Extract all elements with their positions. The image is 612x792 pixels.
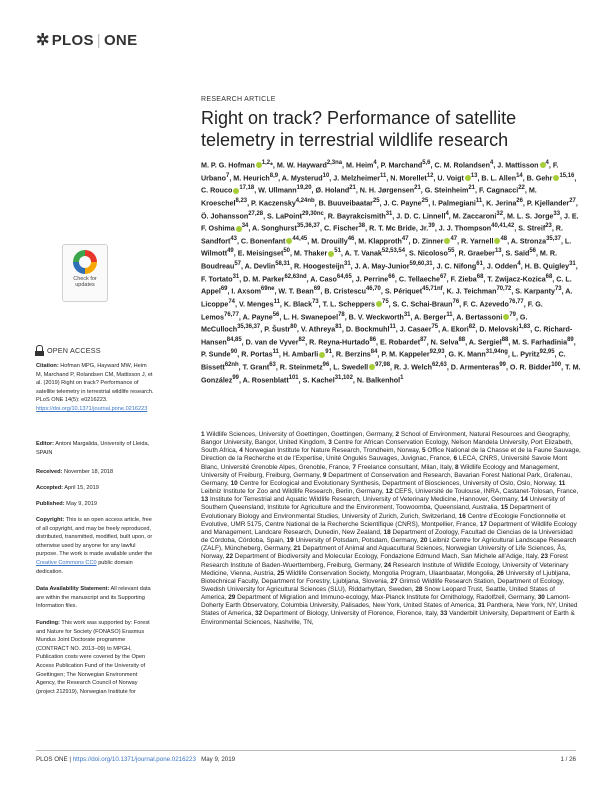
received-block <box>36 468 154 477</box>
accepted-block <box>36 484 154 493</box>
logo-separator: | <box>96 31 101 49</box>
funding-label: Funding: <box>36 620 60 626</box>
accepted-text: April 15, 2019 <box>64 485 99 491</box>
editor-block <box>36 440 154 457</box>
page-number: 1 / 26 <box>560 756 576 763</box>
journal-logo <box>36 30 137 50</box>
published-text: May 9, 2019 <box>66 501 97 507</box>
creative-commons-link[interactable]: Creative Commons CC0 <box>36 559 97 566</box>
open-access-text: OPEN ACCESS <box>47 346 101 355</box>
data-availability-block <box>36 585 154 611</box>
page-footer <box>36 750 576 763</box>
footer-doi-link[interactable]: https://doi.org/10.1371/journal.pone.0216223 <box>72 756 196 763</box>
copyright-tail: public domain dedication. <box>36 559 133 575</box>
open-lock-icon <box>36 345 43 352</box>
accepted-label: Accepted: <box>36 485 64 491</box>
affiliation-list: 1 Wildlife Sciences, University of Goettingen, Goettingen, Germany, 2 School of Environment, Natural Resources and Geography, Bangor University, Bangor, United Kingdom, 3 Centre for African Conservation Ecology, Nelson Mandela University, Port Elizabeth, South Africa, 4 Norwegian Institute for Nature Research, Trondheim, Norway, 5 Office National de la Chasse et de la Faune Sauvage, Direction de la Recherche et de l'Expertise, Unité Ongulés Sauvages, Juvignac, France, 6 LECA, CNRS, Université Savoie Mont Blanc, Université Grenoble Alpes, Grenoble, France, 7 Freelance consultant, Milan, Italy, 8 Wildlife Ecology and Management, University of Freiburg, Freiburg, Germany, 9 Department of Conservation and Research, Bavarian Forest National Park, Grafenau, Germany, 10 Centre for Ecological and Evolutionary Synthesis, Department of Biosciences, University of Oslo, Oslo, Norway, 11 Leibniz Institute for Zoo and Wildlife Research, Berlin, Germany, 12 CEFS, Université de Toulouse, INRA, Castanet-Tolosan, France, 13 Institute for Terrestrial and Aquatic Wildlife Research, University of Veterinary Medicine, Hannover, Germany, 14 University of Southern Queensland, Institute for Agriculture and the Environment, Toowoomba, Queensland, Australia, 15 Department of Evolutionary Biology and Environmental Studies, University of Zurich, Zurich, Switzerland, 16 Centre d'Ecologie Fonctionnelle et Evolutive, UMR 5175, Centre National de la Recherche Scientifique (CNRS), Montpellier, France, 17 Department of Wildlife Ecology and Management, Landcare Research, Dunedin, New Zealand, 18 Department of Zoology, Facultad de Ciencias de la Universidad de Córdoba, Córdoba, Spain, 19 University of Potsdam, Potsdam, Germany, 20 Leibniz Centre for Agricultural Landscape Research (ZALF), Müncheberg, Germany, 21 Department of Animal and Aquacultural Sciences, Norwegian University of Life Sciences, Ås, Norway, 22 Department of Biodiversity and Molecular Ecology, Fondazione Edmund Mach, San Michele all'Adige, Italy, 23 Forest Research Institute of Baden-Wuerttemberg, Freiburg, Germany, 24 Research Institute of Wildlife Ecology, University of Veterinary Medicine, Vienna, Austria, 25 Wildlife Conservation Society, Mongolia Program, Ulaanbaatar, Mongolia, 26 University of Ljubljana, Biotechnical Faculty, Department for Forestry, Ljubljana, Slovenia, 27 Grimsö Wildlife Research Station, Department of Ecology, Swedish University for Agricultural Sciences (SLU), Riddarhyttan, Sweden, 28 Snow Leopard Trust, Seattle, United States of America, 29 Department of Migration and Immuno-ecology, Max-Planck Institute for Ornithology, Radolfzell, Germany, 30 Lamont-Doherty Earth Observatory, Columbia University, Palisades, New York, United States of America, 31 Panthera, New York, NY, United States of America, 32 Department of Biology, University of Florence, Florence, Italy, 33 Vanderbilt University, Department of Earth & Environmental Sciences, Nashville, TN, <box>201 431 581 626</box>
citation-doi-link[interactable]: https://doi.org/10.1371/journal.pone.0216223 <box>36 405 148 412</box>
copyright-label: Copyright: <box>36 517 65 523</box>
editor-text: Antoni Margalida, University of Lleida, SPAIN <box>36 441 150 456</box>
published-label: Published: <box>36 501 65 507</box>
check-for-updates-badge[interactable] <box>62 244 108 302</box>
author-list: M. P. G. Hofman $^{1,2}$*, M. W. Hayward$^{2,3na}$, M. Heim$^4$, P. Marchand$^{5,6}$, C. M. Rolandsen$^4$, J. Mattisson $^4$, F. Urbano$^7$, M. Heurich$^{8,9}$, A. Mysterud$^{10}$, J. Melzheimer$^{11}$, N. Morellet$^{12}$, U. Voigt $^{13}$, B. L. Allen$^{14}$, B. Gehr $^{15,16}$, C. Rouco $^{17,18}$, W. Ullmann$^{19,20}$, Ø. Holand$^{21}$, N. H. Jørgensen$^{21}$, G. Steinheim$^{21}$, F. Cagnacci$^{22}$, M. Kroeschel$^{8,23}$, P. Kaczensky$^{4,24nb}$, B. Buuveibaatar$^{25}$, J. C. Payne$^{25}$, I. Palmegiani$^{11}$, K. Jerina$^{26}$, P. Kjellander$^{27}$, Ö. Johansson$^{27,28}$, S. LaPoint$^{29,30nc}$, R. Bayrakcismith$^{31}$, J. D. C. Linnell$^4$, M. Zaccaroni$^{32}$, M. L. S. Jorge$^{33}$, J. E. F. Oshima $^{34}$, A. Songhurst$^{35,36,37}$, C. Fischer$^{38}$, R. T. Mc Bride, Jr.$^{39}$, J. J. Thompson$^{40,41,42}$, S. Streif$^{23}$, R. Sandfort$^{43}$, C. Bonenfant $^{44,45}$, M. Drouilly$^{46}$, M. Klapproth$^{47}$, D. Zinner $^{47}$, R. Yarnell $^{48}$, A. Stronza$^{35,37}$, L. Wilmott$^{49}$, E. Meisingset$^{50}$, M. Thaker $^{51}$, A. T. Vanak$^{52,53,54}$, S. Nicoloso$^{55}$, R. Graeber$^{13}$, S. Saïd$^{56}$, M. R. Boudreau$^{57}$, A. Devlin$^{58,31}$, R. Hoogesteijn$^{31}$, J. A. May-Junior$^{59,60,31}$, J. C. Nifong$^{61}$, J. Odden$^4$, H. B. Quigley$^{31}$, F. Tortato$^{31}$, D. M. Parker$^{62,63nd}$, A. Caso$^{64,65}$, J. Perrine$^{66}$, C. Tellaeche$^{67}$, F. Zieba$^{68}$, T. Zwijacz-Kozica$^{68}$, C. L. Appel$^{69}$, I. Axsom$^{69ne}$, W. T. Bean$^{69}$, B. Cristescu$^{46,70}$, S. Périquet$^{45,71nf}$, K. J. Teichman$^{70,72}$, S. Karpanty$^{73}$, A. Licoppe$^{74}$, V. Menges$^{11}$, K. Black$^{73}$, T. L. Scheppers $^{75}$, S. C. Schai-Braun$^{76}$, F. C. Azevedo$^{76,77}$, F. G. Lemos$^{76,77}$, A. Payne$^{56}$, L. H. Swanepoel$^{78}$, B. V. Weckworth$^{31}$, A. Berger$^{11}$, A. Bertassoni $^{79}$, G. McCulloch$^{35,36,37}$, P. Šustr$^{80}$, V. Athreya$^{81}$, D. Bockmuhl$^{11}$, J. Casaer$^{75}$, A. Ekori$^{82}$, D. Melovski$^{1,83}$, C. Richard-Hansen$^{84,85}$, D. van de Vyver$^{82}$, R. Reyna-Hurtado$^{86}$, E. Robardet$^{87}$, N. Selva$^{88}$, A. Sergiel$^{88}$, M. S. Farhadinia$^{89}$, P. Sunde$^{90}$, R. Portas$^{11}$, H. Ambarli $^{91}$, R. Berzins$^{84}$, P. M. Kappeler$^{92,93}$, G. K. Mann$^{31,94ng}$, L. Pyritz$^{92,95}$, C. Bissett$^{62nh}$, T. Grant$^{63}$, R. Steinmetz$^{96}$, L. Swedell $^{97,98}$, R. J. Welch$^{62,63}$, D. Armenteras$^{99}$, O. R. Bidder$^{100}$, T. M. González$^{99}$, A. Rosenblatt$^{101}$, S. Kachel$^{31,102}$, N. Balkenhol$^1$ <box>201 160 581 384</box>
editor-label: Editor: <box>36 441 55 447</box>
article-type: RESEARCH ARTICLE <box>201 96 276 103</box>
funding-block <box>36 619 154 696</box>
published-block <box>36 500 154 509</box>
plos-icon: ✲ <box>36 32 50 49</box>
copyright-text: This is an open access article, free of all copyright, and may be freely reproduced, distributed, transmitted, modified, built upon, or otherwise used by anyone for any lawful purpose. The work is made available under the <box>36 517 153 558</box>
citation-text: Hofman MPG, Hayward MW, Heim M, Marchand P, Rolandsen CM, Mattisson J, et al. (2019) Right on track? Performance of satellite telemetry in terrestrial wildlife research. PLoS ONE 14(5): e0216223. <box>36 363 154 404</box>
copyright-block <box>36 516 154 576</box>
data-availability-text: All relevant data are within the manuscript and its Supporting Information files. <box>36 586 151 610</box>
data-availability-label: Data Availability Statement: <box>36 586 110 592</box>
citation-block <box>36 362 154 414</box>
received-label: Received: <box>36 469 63 475</box>
citation-label: Citation: <box>36 363 59 369</box>
footer-date: May 9, 2019 <box>201 756 236 763</box>
logo-plos: PLOS <box>51 31 94 49</box>
check-updates-icon <box>73 250 97 274</box>
logo-one: ONE <box>103 31 138 49</box>
footer-separator: | <box>69 756 71 763</box>
funding-text: This work was supported by: Forest and Nature for Society (FONASO) Erasmus Mundus Joint Doctorate programme (CONTRACT NO. 2013–09) to MPGH, Publication costs were covered by the Open Access Publication Fund of the University of Goettingen; The Norwegian Environment Agency, the Research Council of Norway (project 212919), Norwegian Institute for <box>36 620 150 695</box>
article-title: Right on track? Performance of satellite telemetry in terrestrial wildlife research <box>201 108 517 150</box>
received-text: November 18, 2018 <box>64 469 114 475</box>
open-access-label <box>36 346 101 355</box>
check-updates-label: Check for updates <box>73 276 97 289</box>
footer-journal: PLOS ONE <box>36 756 68 763</box>
